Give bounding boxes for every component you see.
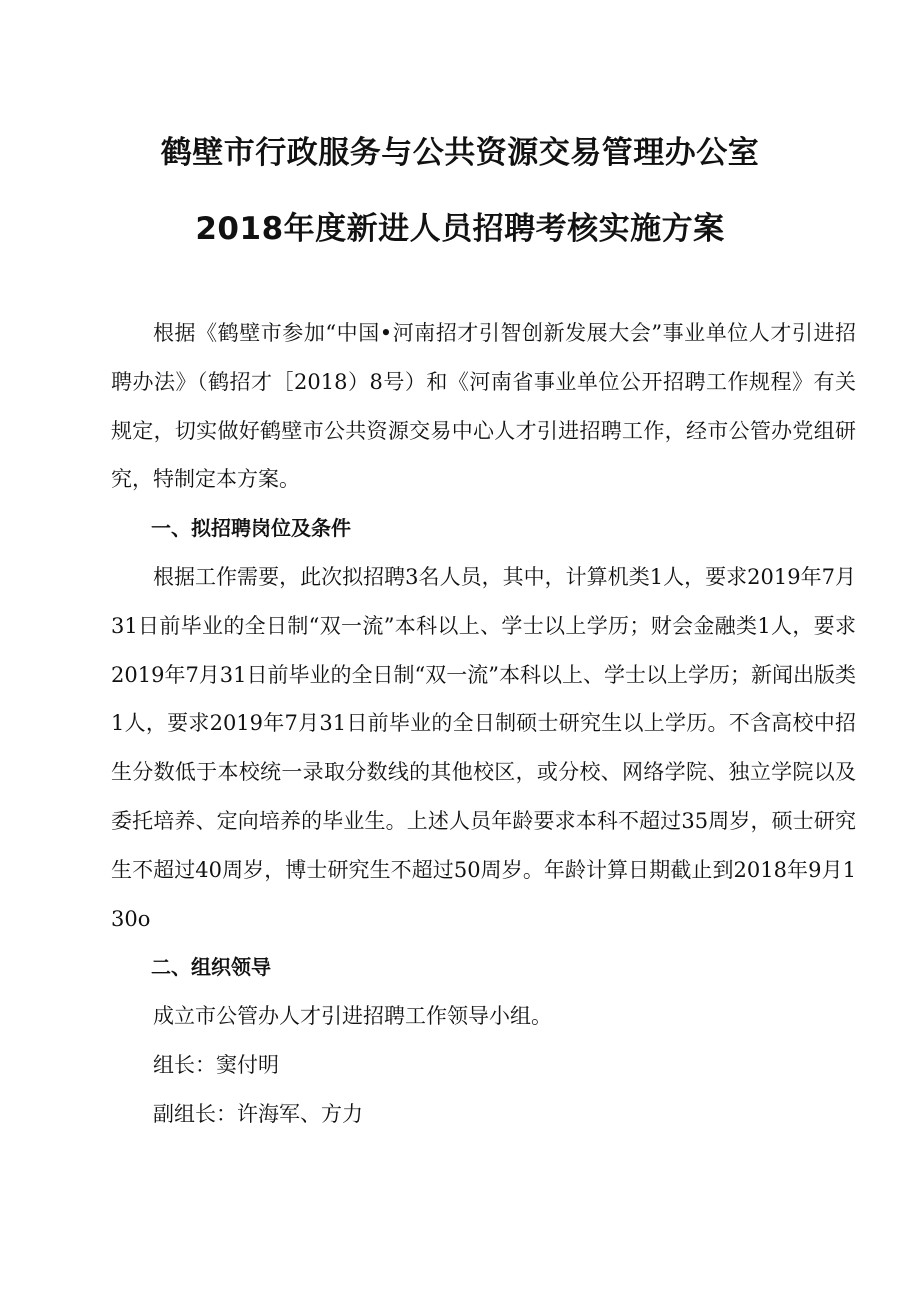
section2-heading: 二、组织领导	[151, 955, 271, 980]
intro-paragraph: 根据《鹤壁市参加“中国•河南招才引智创新发展大会”事业单位人才引进招聘办法》（鹤招才［2018）8号）和《河南省事业单位公开招聘工作规程》有关规定，切实做好鹤壁市公共资源交易中心人才引进招聘工作，经市公管办党组研究，特制定本方案。	[111, 321, 856, 492]
section2-line-deputy: 副组长：许海军、方力	[153, 1101, 363, 1126]
document-body	[111, 309, 856, 1139]
section2-line-group: 成立市公管办人才引进招聘工作领导小组。	[153, 1004, 552, 1029]
section1-heading: 一、拟招聘岗位及条件	[151, 516, 351, 541]
section1-paragraph: 根据工作需要，此次拟招聘3名人员，其中，计算机类1人，要求2019年7月31日前毕业的全日制“双一流”本科以上、学士以上学历；财会金融类1人，要求2019年7月31日前毕业的全日制“双一流”本科以上、学士以上学历；新闻出版类1人，要求2019年7月31日前毕业的全日制硕士研究生以上学历。不含高校中招生分数低于本校统一录取分数线的其他校区，或分校、网络学院、独立学院以及委托培养、定向培养的毕业生。上述人员年龄要求本科不超过35周岁，硕士研究生不超过40周岁，博士研究生不超过50周岁。年龄计算日期截止到2018年9月130o	[111, 564, 856, 931]
document-title-line1: 鹤壁市行政服务与公共资源交易管理办公室	[160, 135, 760, 171]
document-title-line2: 2018年度新进人员招聘考核实施方案	[195, 211, 725, 247]
section2-line-leader: 组长：窦付明	[153, 1052, 279, 1077]
